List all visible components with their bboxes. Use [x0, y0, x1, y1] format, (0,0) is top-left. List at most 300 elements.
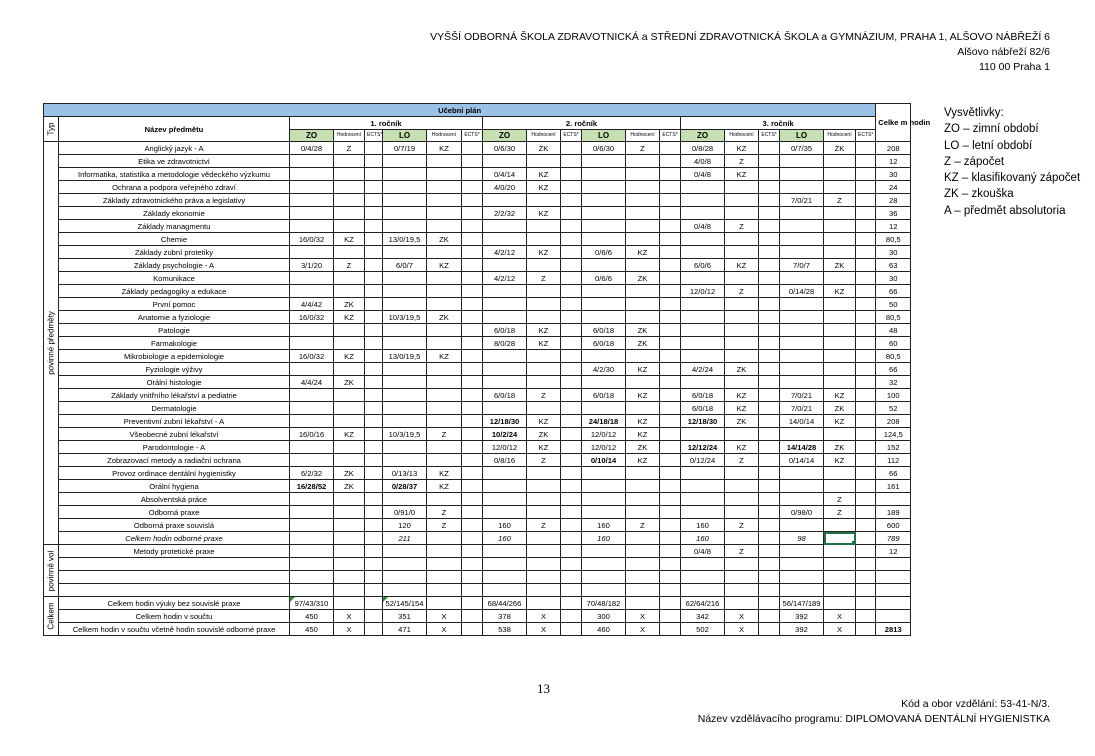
table-cell — [856, 441, 876, 454]
table-cell — [856, 155, 876, 168]
field-code: Kód a obor vzdělání: 53-41-N/3. — [901, 698, 1050, 710]
footer — [698, 697, 1050, 727]
table-cell — [334, 597, 365, 610]
table-row — [44, 142, 911, 155]
table-cell — [681, 337, 725, 350]
table-cell — [759, 402, 780, 415]
table-cell: 0/7/19 — [383, 142, 427, 155]
table-cell — [660, 402, 681, 415]
ects-header: ECTS* — [856, 130, 876, 142]
table-cell — [561, 480, 582, 493]
table-cell — [462, 272, 483, 285]
table-cell — [725, 376, 759, 389]
table-cell — [427, 168, 462, 181]
table-cell — [681, 558, 725, 571]
legend-item: LO – letní období — [944, 139, 1033, 152]
table-cell — [483, 259, 527, 272]
table-cell — [427, 220, 462, 233]
group-label-total: Celkem — [44, 597, 59, 636]
table-cell — [626, 194, 660, 207]
table-cell — [483, 285, 527, 298]
table-cell: Z — [725, 454, 759, 467]
table-cell: KZ — [824, 285, 856, 298]
table-cell — [365, 233, 383, 246]
table-cell — [561, 142, 582, 155]
table-cell — [365, 142, 383, 155]
total-hours-cell: 32 — [876, 376, 911, 389]
table-cell — [334, 389, 365, 402]
table-cell: 342 — [681, 610, 725, 623]
table-cell — [824, 168, 856, 181]
table-cell — [527, 493, 561, 506]
table-cell: Z — [527, 272, 561, 285]
table-cell — [856, 233, 876, 246]
table-cell — [582, 168, 626, 181]
table-cell — [427, 363, 462, 376]
table-cell — [527, 311, 561, 324]
table-cell — [365, 415, 383, 428]
table-cell — [527, 298, 561, 311]
table-cell — [290, 558, 334, 571]
table-cell — [290, 545, 334, 558]
table-cell — [725, 506, 759, 519]
table-cell: 160 — [681, 519, 725, 532]
table-cell — [681, 584, 725, 597]
table-cell: 0/91/0 — [383, 506, 427, 519]
subject-name: Celkem hodin v součtu — [59, 610, 290, 623]
table-cell — [427, 194, 462, 207]
table-cell — [824, 246, 856, 259]
table-cell — [290, 454, 334, 467]
table-cell — [383, 545, 427, 558]
total-hours-cell: 66 — [876, 467, 911, 480]
table-cell: 0/14/14 — [780, 454, 824, 467]
subject-name-header: Název předmětu — [59, 117, 290, 142]
table-cell: KZ — [334, 428, 365, 441]
table-cell — [759, 623, 780, 636]
table-cell — [527, 467, 561, 480]
table-cell: 12/18/30 — [483, 415, 527, 428]
table-row — [44, 233, 911, 246]
table-cell — [365, 545, 383, 558]
table-cell — [483, 233, 527, 246]
table-cell: 16/0/32 — [290, 233, 334, 246]
table-cell — [681, 207, 725, 220]
school-name: VYŠŠÍ ODBORNÁ ŠKOLA ZDRAVOTNICKÁ a STŘEDNÍ ZDRAVOTNICKÁ ŠKOLA a GYMNÁZIUM, PRAHA 1, ALŠOVO NÁBŘEŽÍ 6 — [430, 31, 1050, 43]
table-cell — [660, 454, 681, 467]
table-cell: 70/48/182 — [582, 597, 626, 610]
table-cell — [365, 285, 383, 298]
table-cell — [780, 571, 824, 584]
table-row — [44, 428, 911, 441]
table-cell — [561, 155, 582, 168]
subject-name: Anglický jazyk - A — [59, 142, 290, 155]
table-cell — [626, 545, 660, 558]
table-cell — [561, 441, 582, 454]
table-cell — [561, 545, 582, 558]
subject-name: První pomoc — [59, 298, 290, 311]
table-cell — [759, 194, 780, 207]
table-cell — [334, 545, 365, 558]
table-cell: X — [334, 610, 365, 623]
table-cell: 97/43/310 — [290, 597, 334, 610]
table-cell — [365, 298, 383, 311]
total-hours-cell: 24 — [876, 181, 911, 194]
table-cell — [759, 467, 780, 480]
total-hours-cell: 161 — [876, 480, 911, 493]
table-cell: 98 — [780, 532, 824, 545]
table-cell — [483, 467, 527, 480]
ects-header: ECTS* — [365, 130, 383, 142]
table-cell — [365, 428, 383, 441]
table-cell: Z — [824, 194, 856, 207]
table-cell — [561, 519, 582, 532]
table-cell — [759, 350, 780, 363]
table-cell — [383, 337, 427, 350]
table-cell — [561, 181, 582, 194]
table-cell — [383, 246, 427, 259]
table-cell — [365, 597, 383, 610]
table-cell — [365, 480, 383, 493]
table-cell: ZK — [626, 441, 660, 454]
evaluation-header: Hodnocení — [725, 130, 759, 142]
table-cell — [427, 298, 462, 311]
table-cell — [561, 506, 582, 519]
table-cell — [365, 272, 383, 285]
table-cell — [365, 571, 383, 584]
table-row — [44, 532, 911, 545]
table-cell — [365, 207, 383, 220]
total-hours-cell: 600 — [876, 519, 911, 532]
table-cell — [824, 337, 856, 350]
table-cell — [824, 584, 856, 597]
table-cell — [660, 233, 681, 246]
table-cell — [483, 571, 527, 584]
table-cell — [681, 467, 725, 480]
table-cell: KZ — [725, 441, 759, 454]
table-cell — [824, 220, 856, 233]
table-cell — [383, 376, 427, 389]
table-cell: 14/14/28 — [780, 441, 824, 454]
table-cell: ZK — [334, 467, 365, 480]
table-cell: X — [427, 610, 462, 623]
table-cell — [759, 285, 780, 298]
semester-zo: ZO — [681, 130, 725, 142]
table-cell: 0/13/13 — [383, 467, 427, 480]
total-hours-cell: 80,5 — [876, 350, 911, 363]
table-cell — [759, 545, 780, 558]
table-cell — [527, 259, 561, 272]
table-cell — [856, 259, 876, 272]
table-cell: 7/0/21 — [780, 402, 824, 415]
table-cell — [383, 168, 427, 181]
table-cell — [660, 207, 681, 220]
table-cell — [626, 298, 660, 311]
total-hours-cell: 48 — [876, 324, 911, 337]
total-hours-cell: 80,5 — [876, 233, 911, 246]
table-cell — [660, 194, 681, 207]
table-cell — [780, 545, 824, 558]
table-cell: KZ — [626, 454, 660, 467]
table-cell — [290, 272, 334, 285]
table-row — [44, 168, 911, 181]
table-row — [44, 207, 911, 220]
table-cell — [856, 389, 876, 402]
subject-name — [59, 558, 290, 571]
table-row — [44, 493, 911, 506]
table-cell: KZ — [626, 389, 660, 402]
legend-item: KZ – klasifikovaný zápočet — [944, 172, 1081, 185]
table-cell — [824, 272, 856, 285]
table-cell — [427, 545, 462, 558]
table-cell: KZ — [527, 246, 561, 259]
table-cell — [681, 324, 725, 337]
table-cell — [759, 337, 780, 350]
table-cell — [660, 272, 681, 285]
table-cell: KZ — [427, 142, 462, 155]
table-cell — [365, 246, 383, 259]
table-cell — [334, 506, 365, 519]
table-cell — [759, 181, 780, 194]
table-cell — [462, 246, 483, 259]
total-hours-cell: 208 — [876, 415, 911, 428]
table-cell — [334, 454, 365, 467]
subject-name: Farmakologie — [59, 337, 290, 350]
subject-name: Všeobecné zubní lékařství — [59, 428, 290, 441]
total-hours-cell: 12 — [876, 545, 911, 558]
semester-zo: ZO — [483, 130, 527, 142]
table-cell — [462, 168, 483, 181]
table-cell — [427, 558, 462, 571]
table-cell — [856, 532, 876, 545]
table-cell: 7/0/21 — [780, 194, 824, 207]
table-cell — [856, 285, 876, 298]
legend-item: A – předmět absolutoria — [944, 204, 1066, 217]
table-cell — [334, 584, 365, 597]
table-cell: 0/6/6 — [582, 272, 626, 285]
table-cell: 351 — [383, 610, 427, 623]
table-cell — [462, 350, 483, 363]
table-cell: KZ — [527, 181, 561, 194]
table-cell: X — [824, 610, 856, 623]
table-cell — [462, 337, 483, 350]
semester-lo: LO — [780, 130, 824, 142]
group-label-elective: povinně vol — [44, 545, 59, 597]
table-cell — [483, 363, 527, 376]
table-cell — [483, 480, 527, 493]
table-cell: 0/6/30 — [483, 142, 527, 155]
table-cell: 3/1/20 — [290, 259, 334, 272]
table-cell — [660, 337, 681, 350]
table-cell — [365, 519, 383, 532]
table-cell: 12/0/12 — [582, 441, 626, 454]
table-cell — [334, 558, 365, 571]
table-cell: 12/12/24 — [681, 441, 725, 454]
table-cell — [383, 571, 427, 584]
table-cell — [365, 376, 383, 389]
group-label-mandatory: povinné předměty — [44, 142, 59, 545]
table-cell: 160 — [681, 532, 725, 545]
table-cell: 8/0/28 — [483, 337, 527, 350]
table-cell — [561, 597, 582, 610]
table-cell — [856, 246, 876, 259]
table-cell — [462, 142, 483, 155]
subject-name: Základy pedagogiky a edukace — [59, 285, 290, 298]
table-cell — [681, 194, 725, 207]
table-cell — [365, 155, 383, 168]
table-cell — [561, 246, 582, 259]
table-cell — [561, 311, 582, 324]
subject-name: Odborná praxe souvislá — [59, 519, 290, 532]
table-row — [44, 272, 911, 285]
table-cell: 460 — [582, 623, 626, 636]
table-cell — [427, 441, 462, 454]
table-cell — [561, 532, 582, 545]
table-cell — [462, 389, 483, 402]
table-cell — [759, 233, 780, 246]
table-cell — [365, 363, 383, 376]
evaluation-header: Hodnocení — [334, 130, 365, 142]
table-cell: Z — [527, 454, 561, 467]
table-cell — [780, 298, 824, 311]
table-cell — [824, 597, 856, 610]
table-cell — [626, 168, 660, 181]
table-cell — [856, 480, 876, 493]
table-cell — [561, 233, 582, 246]
table-cell — [527, 220, 561, 233]
table-cell — [561, 298, 582, 311]
table-row — [44, 298, 911, 311]
table-cell — [483, 220, 527, 233]
table-cell — [780, 155, 824, 168]
table-cell — [660, 246, 681, 259]
table-cell — [759, 493, 780, 506]
table-cell — [582, 376, 626, 389]
table-cell: 4/2/12 — [483, 246, 527, 259]
table-cell — [582, 194, 626, 207]
table-row — [44, 441, 911, 454]
table-cell — [462, 428, 483, 441]
table-cell — [427, 532, 462, 545]
table-row — [44, 571, 911, 584]
subject-name: Odborná praxe — [59, 506, 290, 519]
table-cell — [759, 597, 780, 610]
subject-name: Absolventská práce — [59, 493, 290, 506]
table-cell — [759, 441, 780, 454]
subject-name: Zobrazovací metody a radiační ochrana — [59, 454, 290, 467]
table-cell — [626, 597, 660, 610]
table-cell — [626, 181, 660, 194]
table-row — [44, 285, 911, 298]
table-cell — [462, 324, 483, 337]
table-cell — [527, 285, 561, 298]
table-cell — [561, 324, 582, 337]
table-cell: X — [626, 623, 660, 636]
table-cell — [365, 259, 383, 272]
total-hours-cell: 152 — [876, 441, 911, 454]
table-cell — [462, 285, 483, 298]
table-cell — [483, 506, 527, 519]
table-cell — [462, 298, 483, 311]
table-cell: X — [527, 610, 561, 623]
table-cell — [660, 259, 681, 272]
table-cell — [725, 350, 759, 363]
table-cell — [334, 571, 365, 584]
table-cell — [681, 376, 725, 389]
table-cell — [725, 324, 759, 337]
table-cell: 10/3/19,5 — [383, 311, 427, 324]
table-cell — [427, 571, 462, 584]
total-hours-cell: 2813 — [876, 623, 911, 636]
table-cell: ZK — [427, 311, 462, 324]
table-cell — [626, 220, 660, 233]
table-cell — [582, 285, 626, 298]
table-cell — [462, 220, 483, 233]
table-cell: 160 — [483, 519, 527, 532]
table-cell — [582, 467, 626, 480]
table-cell — [660, 441, 681, 454]
table-cell — [660, 506, 681, 519]
table-cell — [725, 493, 759, 506]
table-cell — [824, 363, 856, 376]
table-cell — [527, 584, 561, 597]
table-cell — [462, 441, 483, 454]
table-cell — [365, 350, 383, 363]
table-cell — [582, 545, 626, 558]
table-cell — [626, 311, 660, 324]
table-cell — [780, 220, 824, 233]
table-cell — [290, 285, 334, 298]
table-cell — [824, 532, 856, 545]
table-cell — [725, 584, 759, 597]
table-cell: 392 — [780, 610, 824, 623]
table-cell — [383, 285, 427, 298]
table-cell — [824, 311, 856, 324]
table-cell — [856, 519, 876, 532]
table-cell: KZ — [527, 415, 561, 428]
table-cell — [759, 311, 780, 324]
table-cell — [681, 350, 725, 363]
table-cell — [660, 428, 681, 441]
table-cell — [824, 428, 856, 441]
year-1-header: 1. ročník — [290, 117, 483, 130]
table-cell — [561, 389, 582, 402]
table-cell: 12/18/30 — [681, 415, 725, 428]
table-cell: 12/0/12 — [483, 441, 527, 454]
table-cell — [780, 233, 824, 246]
table-row — [44, 597, 911, 610]
table-cell — [824, 519, 856, 532]
table-cell: 4/2/30 — [582, 363, 626, 376]
table-cell — [856, 337, 876, 350]
table-cell: Z — [824, 493, 856, 506]
table-cell — [561, 350, 582, 363]
table-cell — [660, 350, 681, 363]
table-cell: 13/0/19,5 — [383, 233, 427, 246]
table-cell — [427, 272, 462, 285]
table-cell: 56/147/189 — [780, 597, 824, 610]
table-cell — [824, 467, 856, 480]
total-hours-cell: 100 — [876, 389, 911, 402]
table-cell — [582, 350, 626, 363]
table-cell — [780, 246, 824, 259]
table-cell — [462, 207, 483, 220]
subject-name: Základy zubní protetiky — [59, 246, 290, 259]
table-cell: 4/0/8 — [681, 155, 725, 168]
table-cell: 6/0/18 — [483, 324, 527, 337]
table-cell — [626, 233, 660, 246]
table-cell: KZ — [824, 454, 856, 467]
